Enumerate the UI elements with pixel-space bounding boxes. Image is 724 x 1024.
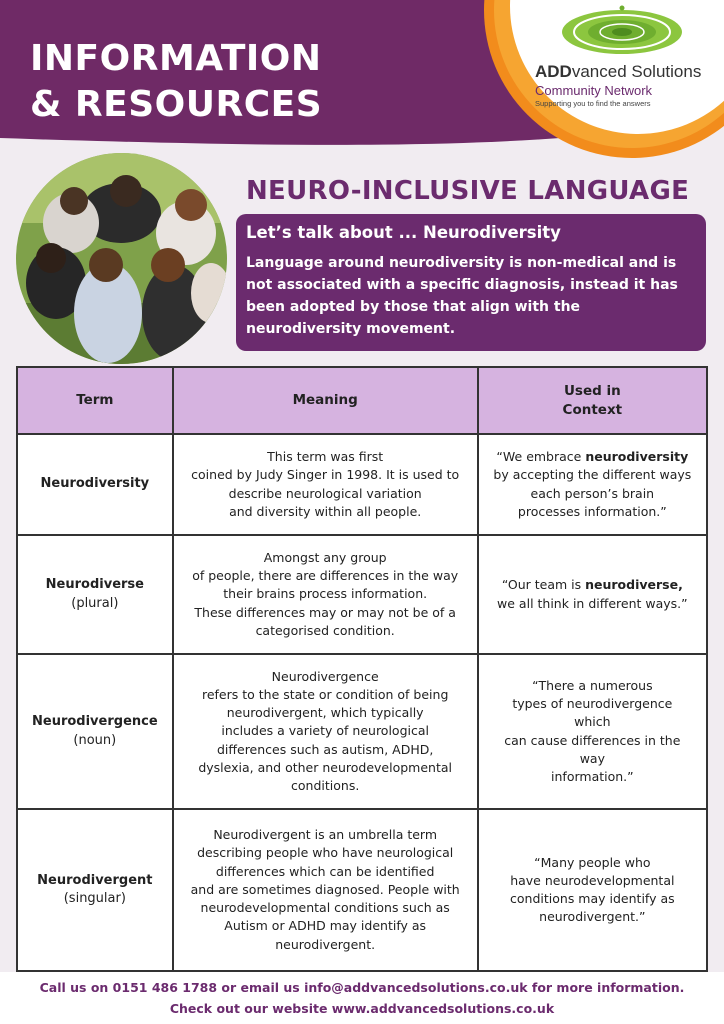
meaning-text: Amongst any group of people, there are differences in the way their brains process information. These differences may or may not be of a categorised condition. (192, 549, 459, 638)
term-sub: (plural) (71, 595, 119, 611)
meaning-text: Neurodivergence refers to the state or condition of being neurodivergent, which typically includes a variety of neurological differences such as autism, ADHD, dyslexia, and other neurodevelopmental conditions. (198, 668, 452, 793)
term-name: Neurodiverse (45, 577, 144, 593)
term-name: Neurodiversity (40, 476, 150, 492)
table-row (17, 654, 707, 809)
logo-brand-rest: vanced Solutions (571, 62, 702, 81)
logo-network: Community Network (535, 83, 653, 98)
footer (0, 972, 724, 1024)
term-cell (17, 654, 173, 809)
context-pre: “Our team is (501, 577, 586, 593)
meaning-cell (173, 535, 478, 654)
meaning-cell (173, 809, 478, 971)
intro-body: Language around neurodiversity is non-medical and is not associated with a specific diagnosis, instead it has been adopted by those that align with the neurodiversity movement. (246, 255, 678, 337)
logo (535, 62, 715, 108)
intro-box (236, 214, 706, 351)
term-sub: (singular) (63, 891, 126, 906)
term-cell (17, 535, 173, 654)
header-term: Term (17, 367, 173, 434)
logo-brand (535, 62, 715, 82)
context-post: by accepting the different ways each person’s brain processes information.” (493, 467, 692, 519)
page-title (30, 36, 322, 128)
context-text: “Many people who have neurodevelopmental conditions may identify as neurodivergent.” (510, 854, 675, 925)
term-name: Neurodivergence (32, 714, 158, 730)
context-cell (478, 434, 707, 535)
table-header-row (17, 367, 707, 434)
logo-brand-bold: ADD (535, 62, 572, 81)
context-text: “There a numerous types of neurodivergence which can cause differences in the way information.” (504, 677, 681, 784)
context-text (493, 576, 692, 612)
table-row (17, 434, 707, 535)
intro-heading: Let’s talk about ... Neurodiversity (246, 223, 561, 242)
logo-tagline: Supporting you to find the answers (535, 99, 651, 108)
context-bold: neurodiverse, (585, 577, 683, 593)
group-photo (16, 153, 227, 364)
context-bold: neurodiversity (585, 449, 689, 465)
term-name: Neurodivergent (37, 872, 153, 888)
header-context-line1: Used in (563, 382, 621, 399)
terms-table (16, 366, 708, 972)
header-context-line2: Context (562, 401, 623, 418)
section-title: NEURO-INCLUSIVE LANGUAGE (246, 176, 690, 206)
meaning-text: This term was first coined by Judy Singer in 1998. It is used to describe neurological variation and diversity within all people. (191, 449, 460, 519)
context-post: we all think in different ways.” (497, 595, 688, 611)
meaning-text: Neurodivergent is an umbrella term describing people who have neurological differences which can be identified and are sometimes diagnosed. People with neurodevelopmental conditions such as Autism or ADHD may identify as neurodivergent. (190, 827, 460, 952)
context-pre: “We embrace (496, 449, 586, 465)
context-cell (478, 654, 707, 809)
context-cell (478, 535, 707, 654)
meaning-cell (173, 654, 478, 809)
term-sub: (noun) (73, 732, 117, 748)
term-cell (17, 434, 173, 535)
table-row (17, 809, 707, 971)
footer-website[interactable]: Check out our website www.addvancedsolutions.co.uk (169, 1001, 555, 1016)
footer-contact[interactable]: Call us on 0151 486 1788 or email us info@addvancedsolutions.co.uk for more information. (39, 980, 685, 995)
meaning-cell (173, 434, 478, 535)
table-row (17, 535, 707, 654)
context-cell (478, 809, 707, 971)
context-text (493, 448, 692, 521)
term-cell (17, 809, 173, 971)
page-title-line1: INFORMATION (30, 38, 322, 79)
header-context (478, 367, 707, 434)
header-meaning: Meaning (173, 367, 478, 434)
page-title-line2: & RESOURCES (30, 84, 323, 125)
